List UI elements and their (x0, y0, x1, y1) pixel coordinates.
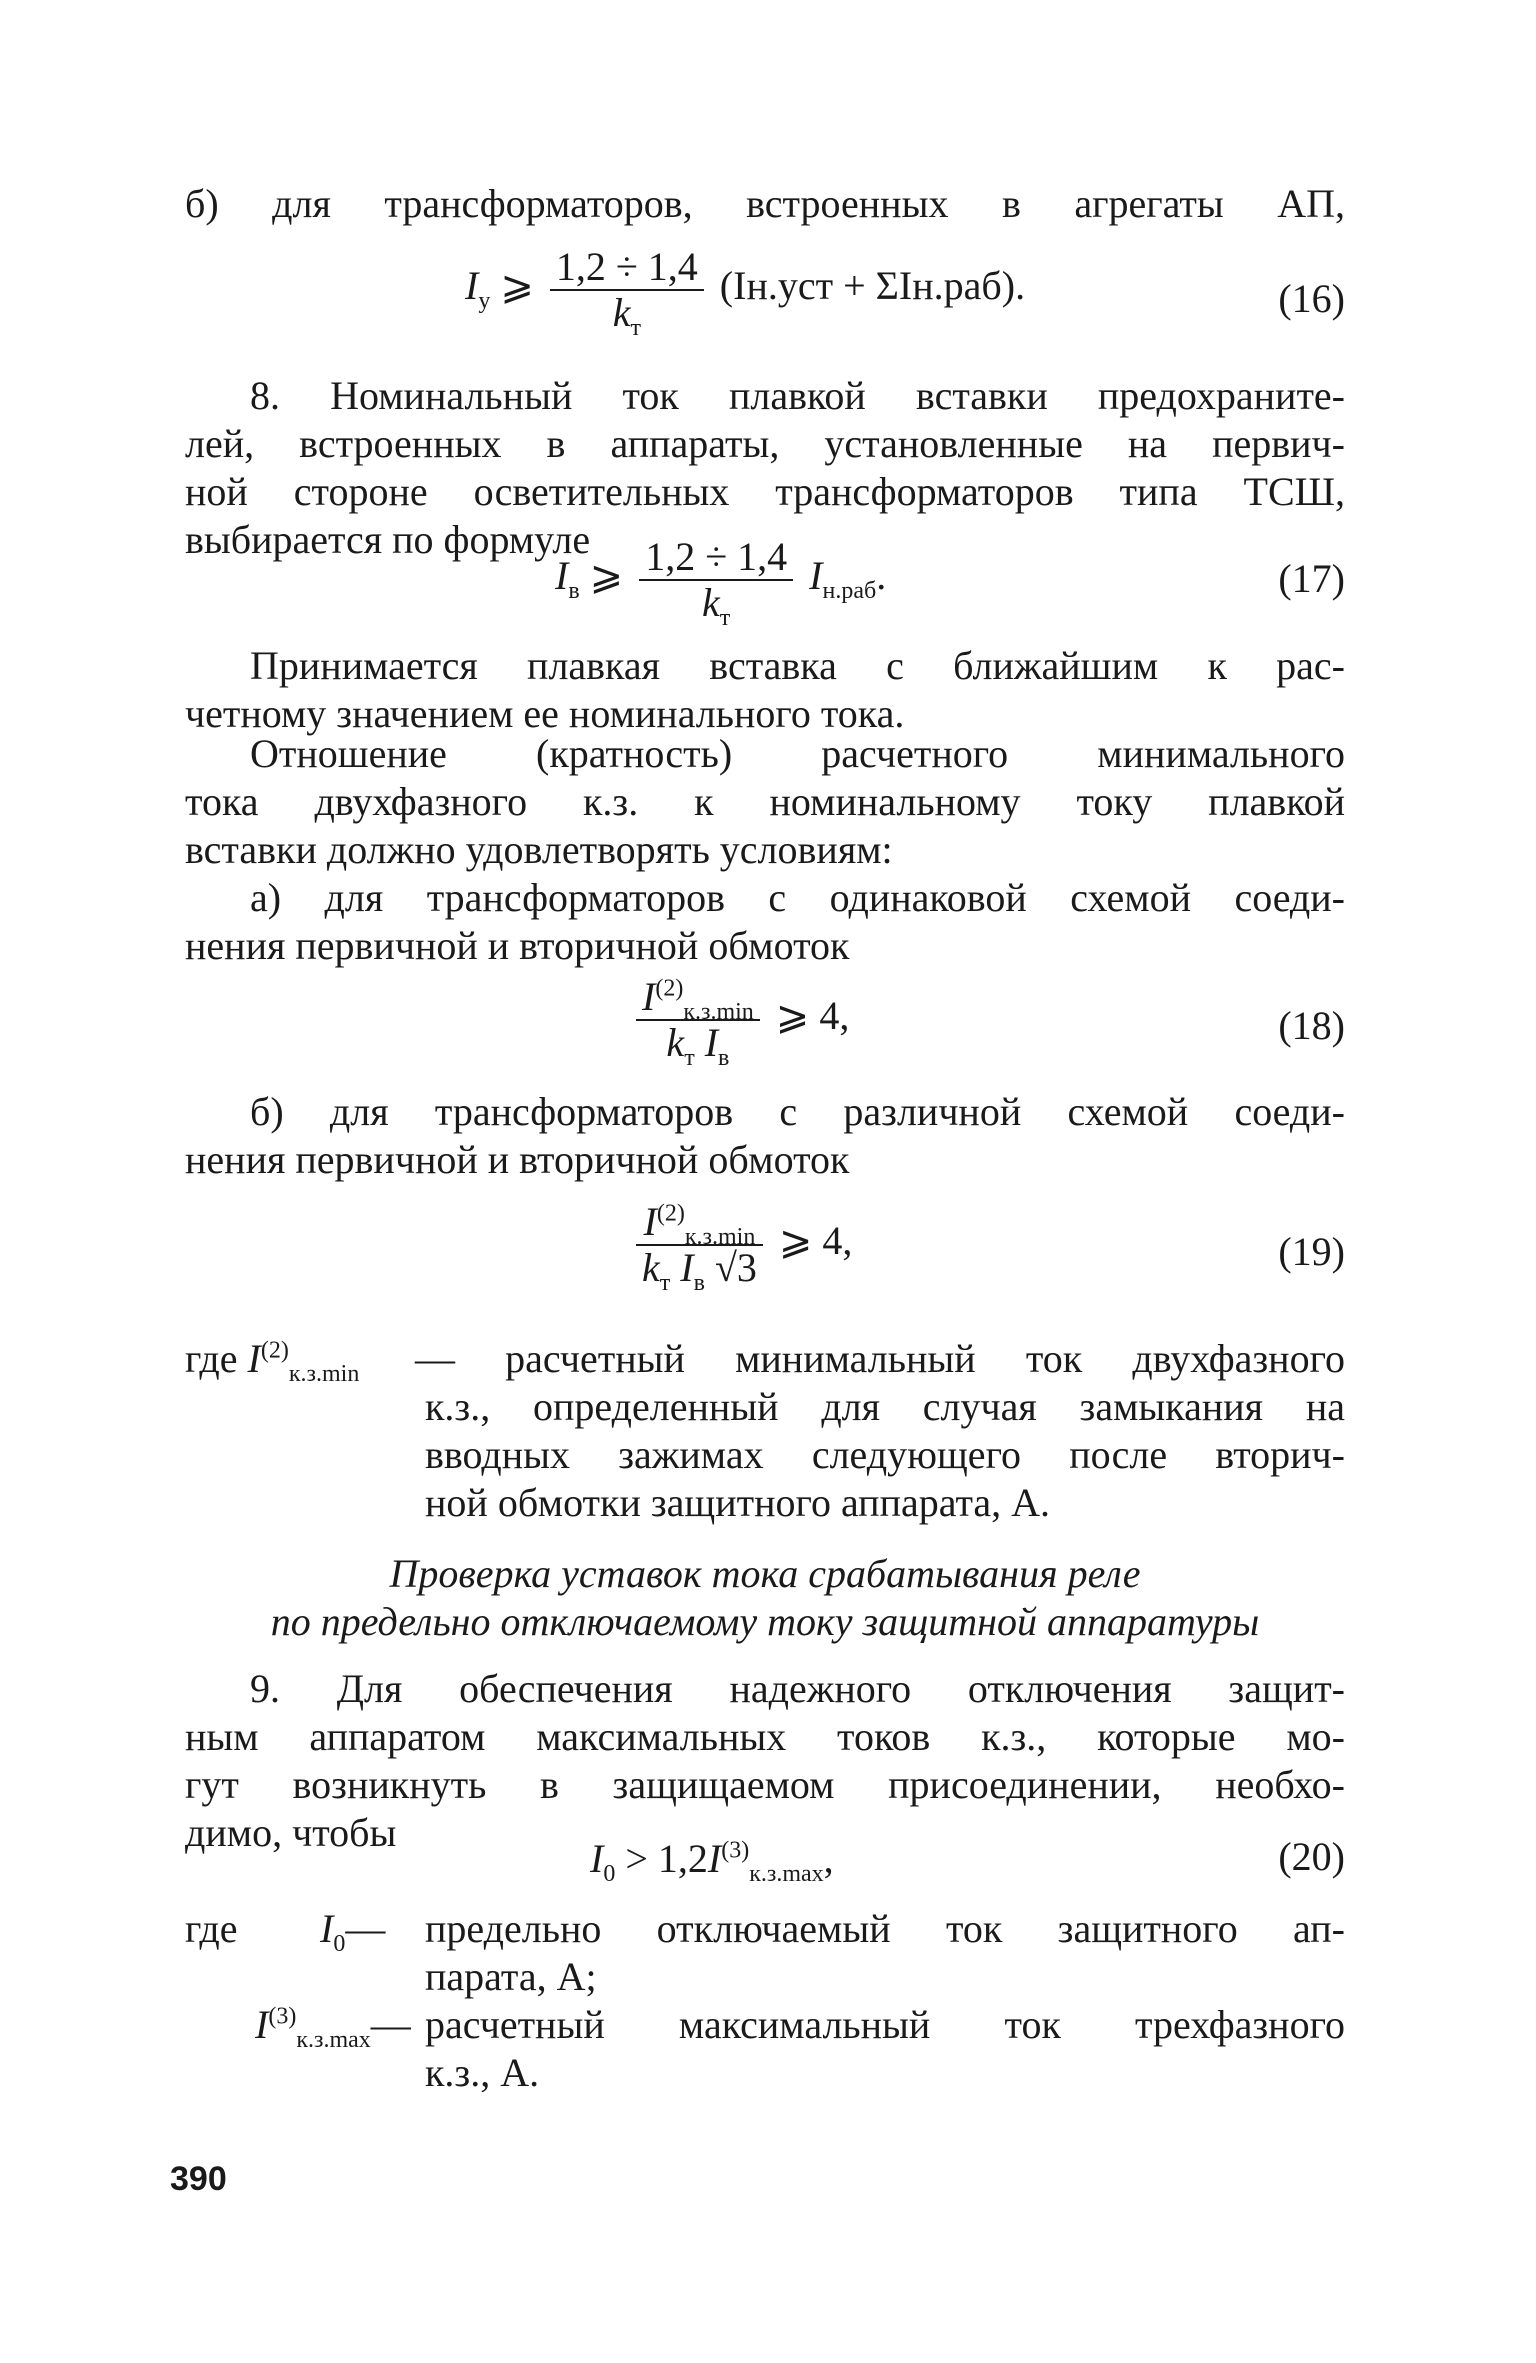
paragraph-ratio-line-1: Отношение (кратность) расчетного минимального (250, 731, 1345, 776)
fraction: $\frac{I^{(2)}_{к.з.min}}{k_т I_в}$ (636, 975, 760, 1065)
paragraph-8-line-3: ной стороне осветительных трансформаторов типа ТСШ, (185, 469, 1345, 514)
paragraph-accept-line-1: Принимается плавкая вставка с ближайшим к рас- (250, 643, 1345, 688)
equation-number-17: (17) (1278, 556, 1345, 601)
paragraph-ratio-line-2: тока двухфазного к.з. к номинальному току плавкой (185, 779, 1345, 824)
paragraph-9-line-4: димо, чтобы (185, 1810, 397, 1855)
paragraph-9-line-2: ным аппаратом максимальных токов к.з., которые мо- (185, 1714, 1345, 1759)
where-definition-i0-term: где (185, 1906, 238, 1951)
formula-20: $I_0 > 1,2I^{(3)}_{к.з.max}$, (590, 1836, 834, 1887)
where-definition-i0-line-1: предельно отключаемый ток защитного ап- (425, 1906, 1345, 1951)
fraction: $\frac{1,2 \div 1,4}{k_т}$ (639, 535, 793, 625)
section-heading-line-2: по предельно отключаемому току защитной аппаратуры (270, 1599, 1260, 1644)
where-definition-i3-line-2: к.з., А. (425, 2050, 540, 2095)
where-definition-i3-line-1: расчетный максимальный ток трехфазного (425, 2002, 1345, 2047)
paragraph-8-line-4: выбирается по формуле (185, 517, 591, 562)
equation-number-20: (20) (1278, 1834, 1345, 1879)
formula-17: $I_в$ ⩾ $\frac{1,2 \div 1,4}{k_т}$ $I_{н.раб}$. (555, 534, 887, 631)
paragraph-accept-line-2: четному значением ее номинального тока. (185, 691, 905, 736)
formula-16: $I_у$ ⩾ $\frac{1,2 \div 1,4}{k_т}$ (Iн.уст + ΣIн.раб). (465, 244, 1026, 341)
fraction: $\frac{1,2 \div 1,4}{k_т}$ (550, 245, 704, 335)
where-definition-i3-symbol: $I^{(3)}_{к.з.max}—$ (255, 2002, 411, 2053)
where-definition-i2-term: где $I^{(2)}_{к.з.min}$ (185, 1336, 360, 1387)
where-definition-i0-line-2: парата, А; (425, 1954, 597, 1999)
where-definition-i2-line-2: к.з., определенный для случая замыкания на (425, 1384, 1345, 1429)
section-heading-line-1: Проверка уставок тока срабатывания реле (389, 1551, 1141, 1596)
paragraph-b-intro: б) для трансформаторов, встроенных в агрегаты АП, (185, 181, 1345, 226)
paragraph-b-line-2: нения первичной и вторичной обмоток (185, 1137, 850, 1182)
paragraph-8-line-1: 8. Номинальный ток плавкой вставки предохраните- (250, 373, 1345, 418)
equation-number-16: (16) (1278, 276, 1345, 321)
equation-number-18: (18) (1278, 1003, 1345, 1048)
paragraph-a-line-1: а) для трансформаторов с одинаковой схемой соеди- (250, 875, 1345, 920)
equation-number-19: (19) (1278, 1229, 1345, 1274)
where-definition-i2-line-4: ной обмотки защитного аппарата, А. (425, 1480, 1051, 1525)
where-definition-i2-line-3: вводных зажимах следующего после вторич- (425, 1432, 1345, 1477)
paragraph-a-line-2: нения первичной и вторичной обмоток (185, 923, 850, 968)
paragraph-b-line-1: б) для трансформаторов с различной схемой соеди- (250, 1089, 1345, 1134)
where-definition-i2-text: — расчетный минимальный ток двухфазного (415, 1336, 1345, 1381)
paragraph-9-line-1: 9. Для обеспечения надежного отключения защит- (250, 1666, 1345, 1711)
formula-18: $\frac{I^{(2)}_{к.з.min}}{k_т I_в}$ ⩾ 4, (630, 975, 849, 1065)
formula-19: $\frac{I^{(2)}_{к.з.min}}{k_т I_в √3}$ ⩾ 4, (630, 1200, 852, 1290)
page-number: 390 (170, 2160, 227, 2198)
paragraph-9-line-3: гут возникнуть в защищаемом присоединении, необхо- (185, 1762, 1345, 1807)
where-definition-i0-symbol: $I_0—$ (320, 1906, 386, 1957)
paragraph-ratio-line-3: вставки должно удовлетворять условиям: (185, 827, 893, 872)
fraction: $\frac{I^{(2)}_{к.з.min}}{k_т I_в √3}$ (636, 1200, 763, 1290)
paragraph-8-line-2: лей, встроенных в аппараты, установленные на первич- (185, 421, 1345, 466)
